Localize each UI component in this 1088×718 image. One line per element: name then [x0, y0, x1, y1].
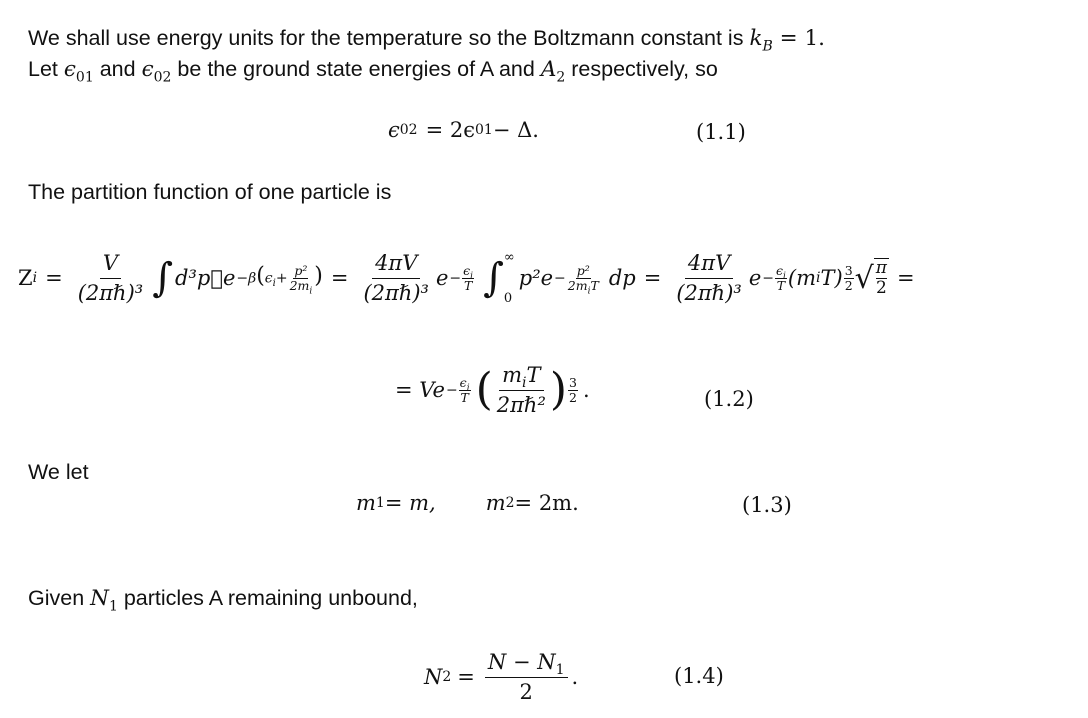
exponent-3-den: 2m	[567, 277, 588, 293]
exponent-1-eps: ϵ	[264, 270, 273, 286]
eq4-numerator-sub: 1	[555, 662, 565, 679]
eq3-m1-tail: = m,	[384, 491, 436, 515]
d3p-exponential: d³p⃗e	[175, 266, 236, 290]
eq2b-frac-num-tail: T	[526, 363, 541, 388]
exponent-3-den-sub: i	[587, 286, 591, 296]
exponent-3	[554, 262, 601, 296]
exponent-4-minus: −	[762, 270, 774, 286]
exponent-2-num: ϵ	[463, 262, 471, 278]
eq3-m2: m	[485, 491, 506, 515]
mt-tail: T)	[820, 266, 843, 290]
exponent-1-lead: −β	[236, 270, 257, 286]
fraction-v-over-2pihbar	[75, 251, 147, 304]
intro-line-2	[28, 57, 718, 86]
equation-number-1-3: (1.3)	[742, 493, 792, 517]
eq4-fraction	[485, 650, 568, 703]
n1-symbol: N	[90, 586, 109, 611]
equation-1-3: m 1 = m, m 2 = 2m.	[356, 491, 579, 515]
eq2b-power-den: 2	[569, 389, 577, 405]
equation-1-1: ϵ 02 = 2ϵ 01 − Δ.	[388, 118, 539, 142]
eq4-equals: =	[457, 665, 475, 689]
integral-lower-limit: 0	[503, 291, 513, 306]
p2e-term: p²e	[518, 266, 554, 290]
equation-1-4: N 2 = $\frac{N - N_1}{2}$ .	[424, 650, 579, 704]
equation-number-1-2: (1.2)	[704, 387, 754, 411]
eq4-period: .	[571, 665, 579, 689]
fraction-2-numerator: 4πV	[372, 251, 420, 278]
eq2b-power-num: 3	[569, 374, 577, 390]
eq1-rhs: = 2ϵ	[425, 118, 475, 142]
given-text-a: Given	[28, 586, 91, 610]
exponent-1-eps-sub: i	[272, 277, 276, 289]
sqrt-pi-over-2: √ $\frac{\pi}{2}$	[854, 258, 887, 298]
eq1-rhs-tail: − Δ.	[492, 118, 539, 142]
exponent-1: $-\beta(\epsilon_i+$ $\frac{\text{p²}}{2m_i}$ )	[236, 262, 323, 296]
epsilon-01-sub: 01	[75, 69, 94, 86]
partition-intro: The partition function of one particle is	[28, 180, 392, 204]
z-symbol: Z	[18, 266, 33, 290]
exponent-1-plus: +	[275, 270, 288, 286]
eq2b-fraction	[494, 363, 549, 416]
fraction-1-numerator: V	[100, 251, 121, 278]
n1-sub: 1	[108, 598, 118, 615]
exponent-4-den: T	[776, 277, 786, 293]
intro-line-2-d: respectively, so	[565, 57, 718, 81]
eq2b-exponent-num-sub: i	[466, 383, 470, 394]
integral-limits	[504, 250, 515, 306]
sqrt-num: π	[875, 258, 887, 279]
exponent-1-frac-den-sub: i	[309, 286, 313, 296]
eq2-equals-4: =	[896, 266, 915, 290]
mt-exponent	[844, 264, 854, 293]
fraction-4piv-1	[360, 251, 432, 304]
a2-symbol: A	[540, 57, 557, 82]
eq3-m1: m	[356, 491, 376, 515]
equation-number-1-4: (1.4)	[674, 664, 724, 688]
exponent-4-frac	[775, 264, 787, 293]
eq2b-paren-close: )	[549, 364, 568, 415]
exp-e-2: e	[435, 266, 449, 290]
mt-exponent-num: 3	[844, 262, 853, 278]
eq2b-power	[568, 376, 578, 405]
exponent-2-minus: −	[449, 270, 462, 286]
intro-line-1	[28, 26, 825, 55]
eq2b-lead: = Ve	[395, 378, 445, 402]
eq2b-period: .	[582, 378, 590, 402]
fraction-4piv-2	[673, 251, 745, 304]
given-text	[28, 586, 418, 615]
equation-1-2-line-1: Z i = $\frac{V}{\text{(2πℏ)³}}$ ∫ d³p⃗e $-\beta(\epsilon_i+$ $\frac{\text{p²}}{2m_i}$ ) = $\frac{4\pi V}{\text{(2πℏ)³}}$ e − $\frac{\epsilon_i}{T}$ ∫ ∞ 0 p²e − $\frac{\text{p²}}{2m_iT}$ dp = $\frac{4\pi V}{\text{(2πℏ)³}}$ e − $\frac{\epsilon_i}{T}$ (m i T) $\frac{3}{2}$ √ $\frac{\pi}{2}$ =	[18, 250, 915, 306]
eq2b-exponent-minus: −	[445, 382, 458, 398]
exponent-1-frac-num: p²	[294, 262, 308, 278]
exponent-3-minus: −	[554, 270, 566, 286]
fraction-2-denominator: (2πℏ)³	[363, 280, 429, 305]
exponent-1-frac	[289, 262, 314, 296]
eq2b-exponent-den: T	[460, 389, 469, 405]
sqrt-den: 2	[875, 278, 887, 298]
exponent-4	[762, 264, 788, 293]
intro-line-1-text: We shall use energy units for the temperature so the Boltzmann constant is	[28, 26, 750, 50]
eq2-equals-2: =	[330, 266, 349, 290]
eq2b-exponent-frac	[459, 376, 471, 405]
boltzmann-sub: B	[762, 38, 773, 55]
epsilon-02-sub: 02	[153, 69, 172, 86]
eq2b-frac-den: 2πℏ²	[496, 392, 546, 417]
integral-sign-1: ∫	[152, 255, 174, 301]
eq1-lhs: ϵ	[388, 118, 400, 142]
epsilon-01: ϵ	[63, 57, 76, 82]
exponent-4-num: ϵ	[776, 262, 784, 278]
intro-line-2-b: and	[93, 57, 142, 81]
dp-term: dp	[608, 266, 636, 290]
exponent-3-den-t: T	[590, 277, 599, 293]
exponent-3-num: p²	[576, 262, 590, 278]
fraction-3-denominator: (2πℏ)³	[676, 280, 742, 305]
epsilon-02: ϵ	[141, 57, 154, 82]
a2-sub: 2	[556, 69, 566, 86]
fraction-1-denominator: (2πℏ)³	[77, 280, 144, 305]
equation-number-1-1: (1.1)	[696, 120, 746, 144]
exp-e-3: e	[748, 266, 762, 290]
eq2b-frac-num-sub: i	[522, 375, 527, 392]
exponent-1-frac-den: 2m	[289, 277, 310, 293]
exponent-3-frac	[567, 262, 600, 296]
exponent-2-den: T	[463, 277, 473, 293]
equation-1-2-line-2	[395, 355, 590, 425]
eq4-numerator: N − N	[487, 650, 556, 675]
intro-line-2-a: Let	[28, 57, 64, 81]
mt-exponent-den: 2	[844, 277, 853, 293]
eq2b-exponent-num: ϵ	[459, 374, 467, 390]
eq3-m2-tail: = 2m.	[514, 491, 579, 515]
mt-open: (m	[787, 266, 817, 290]
fraction-3-numerator: 4πV	[685, 251, 733, 278]
eq2-equals-3: =	[643, 266, 662, 290]
intro-line-2-c: be the ground state energies of A and	[171, 57, 541, 81]
given-text-b: particles A remaining unbound,	[117, 586, 418, 610]
exponent-4-num-sub: i	[783, 271, 786, 282]
eq4-denominator: 2	[519, 679, 533, 704]
exponent-2	[449, 264, 475, 293]
eq2-equals-1: =	[45, 266, 63, 290]
integral-upper-limit: ∞	[503, 250, 515, 265]
exponent-2-num-sub: i	[470, 271, 474, 282]
eq2b-exponent	[446, 376, 472, 405]
eq2b-frac-num: m	[502, 363, 523, 388]
eq4-lhs: N	[424, 665, 443, 689]
integral-sign-2: ∫	[483, 255, 504, 301]
we-let-text: We let	[28, 460, 89, 484]
eq2b-paren-open: (	[475, 364, 493, 415]
boltzmann-symbol: k	[749, 26, 763, 51]
exponent-2-frac	[462, 264, 474, 293]
boltzmann-value: = 1.	[772, 26, 825, 51]
